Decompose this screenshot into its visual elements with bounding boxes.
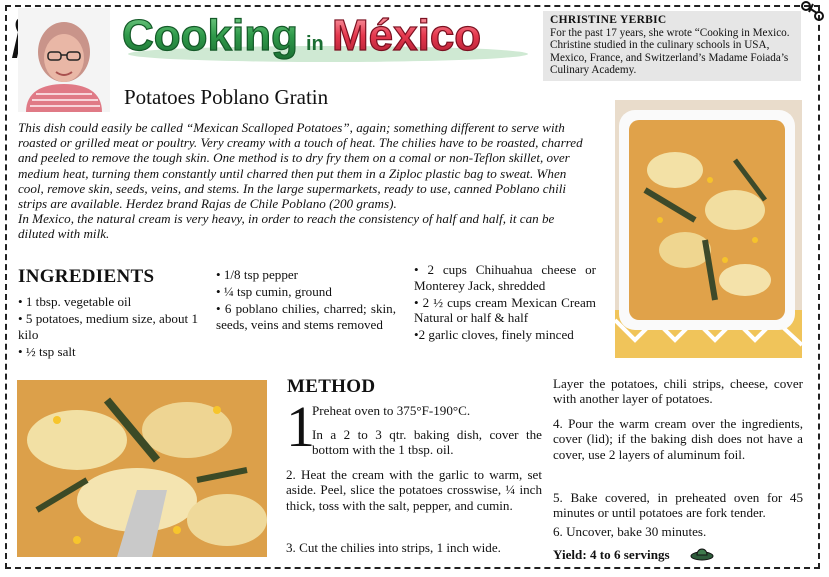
- recipe-intro: [18, 120, 590, 242]
- author-bio-text: For the past 17 years, she wrote “Cooking in Mexico. Christine studied in the culinary schools in USA, Mexico, France, and Switzerland’s Madame Foiada’s Culinary Academy.: [550, 26, 790, 77]
- ingredient-item: • 2 ½ cups cream Mexican Cream Natural or half & half: [414, 294, 596, 326]
- ingredients-column-3: [414, 262, 596, 344]
- ingredient-item: • 1/8 tsp pepper: [216, 267, 299, 282]
- method-step-1a: Preheat oven to 375°F-190°C.: [312, 403, 471, 418]
- cooking-in-mexico-logo: [118, 10, 536, 64]
- method-step-6: 6. Uncover, bake 30 minutes.: [553, 524, 707, 539]
- ingredients-column-1: [18, 294, 198, 361]
- ingredient-item: • 2 cups Chihuahua cheese or Monterey Jack, shredded: [414, 262, 596, 293]
- ingredient-item: •2 garlic cloves, finely minced: [414, 327, 574, 343]
- sombrero-icon: [690, 543, 714, 561]
- logo-word-mexico: México: [332, 11, 482, 60]
- ingredient-item: • ½ tsp salt: [18, 343, 76, 359]
- method-step-1b: In a 2 to 3 qtr. baking dish, cover the bottom with the 1 tbsp. oil.: [312, 427, 542, 458]
- method-step-3b: Layer the potatoes, chili strips, cheese, cover with another layer of potatoes.: [553, 376, 803, 407]
- ingredient-item: • ¼ tsp cumin, ground: [216, 284, 332, 300]
- method-step-2: 2. Heat the cream with the garlic to warm, set aside. Peel, slice the potatoes crosswise, ¼ inch thick, toss with the salt, pepper, and cumin.: [286, 467, 542, 513]
- gratin-closeup-photo: [17, 380, 267, 557]
- method-step-5: 5. Bake covered, in preheated oven for 45 minutes or until potatoes are fork tender.: [553, 490, 803, 521]
- ingredients-heading: INGREDIENTS: [18, 266, 155, 287]
- ingredient-item: • 5 potatoes, medium size, about 1 kilo: [18, 311, 198, 342]
- author-name: CHRISTINE YERBIC: [550, 14, 667, 26]
- ingredient-item: • 6 poblano chilies, charred; skin, seeds, veins and stems removed: [216, 301, 396, 332]
- method-heading: METHOD: [287, 376, 376, 397]
- ingredients-column-2: [216, 267, 396, 334]
- intro-paragraph: This dish could easily be called “Mexican Scalloped Potatoes”, again; something different to serve with roasted or grilled meat or poultry. Very creamy with a touch of heat. The chilies have to be roasted, charred and peeled to remove the tough skin. One method is to dry fry them on a comal or non-Teflon skillet, over medium heat, turning them constantly until charred then put them in a Ziploc plastic bag to sweat. When cool, remove skin, seeds, veins, and stems. In the large supermarkets, ready to use, canned Poblano chili strips are available. Herdez brand Rajas de Chile Poblano (200 grams).: [18, 120, 583, 212]
- logo-word-in: in: [306, 33, 324, 55]
- step-1-dropcap: 1: [286, 394, 315, 459]
- ingredient-item: • 1 tbsp. vegetable oil: [18, 294, 132, 309]
- scissors-icon: [799, 0, 825, 22]
- author-portrait: [18, 8, 110, 112]
- intro-paragraph: In Mexico, the natural cream is very heavy, in order to reach the consistency of half and half, it can be diluted with milk.: [18, 211, 555, 242]
- method-step-3: 3. Cut the chilies into strips, 1 inch wide.: [286, 540, 501, 555]
- yield-text: Yield: 4 to 6 servings: [553, 547, 670, 562]
- gratin-dish-photo: [615, 100, 802, 358]
- author-bio-box: [543, 11, 801, 81]
- logo-word-cooking: Cooking: [122, 11, 298, 60]
- recipe-title: Potatoes Poblano Gratin: [124, 85, 329, 109]
- method-step-4: 4. Pour the warm cream over the ingredients, cover (lid); if the baking dish does not have a cover, use 2 layers of aluminum foil.: [553, 416, 803, 462]
